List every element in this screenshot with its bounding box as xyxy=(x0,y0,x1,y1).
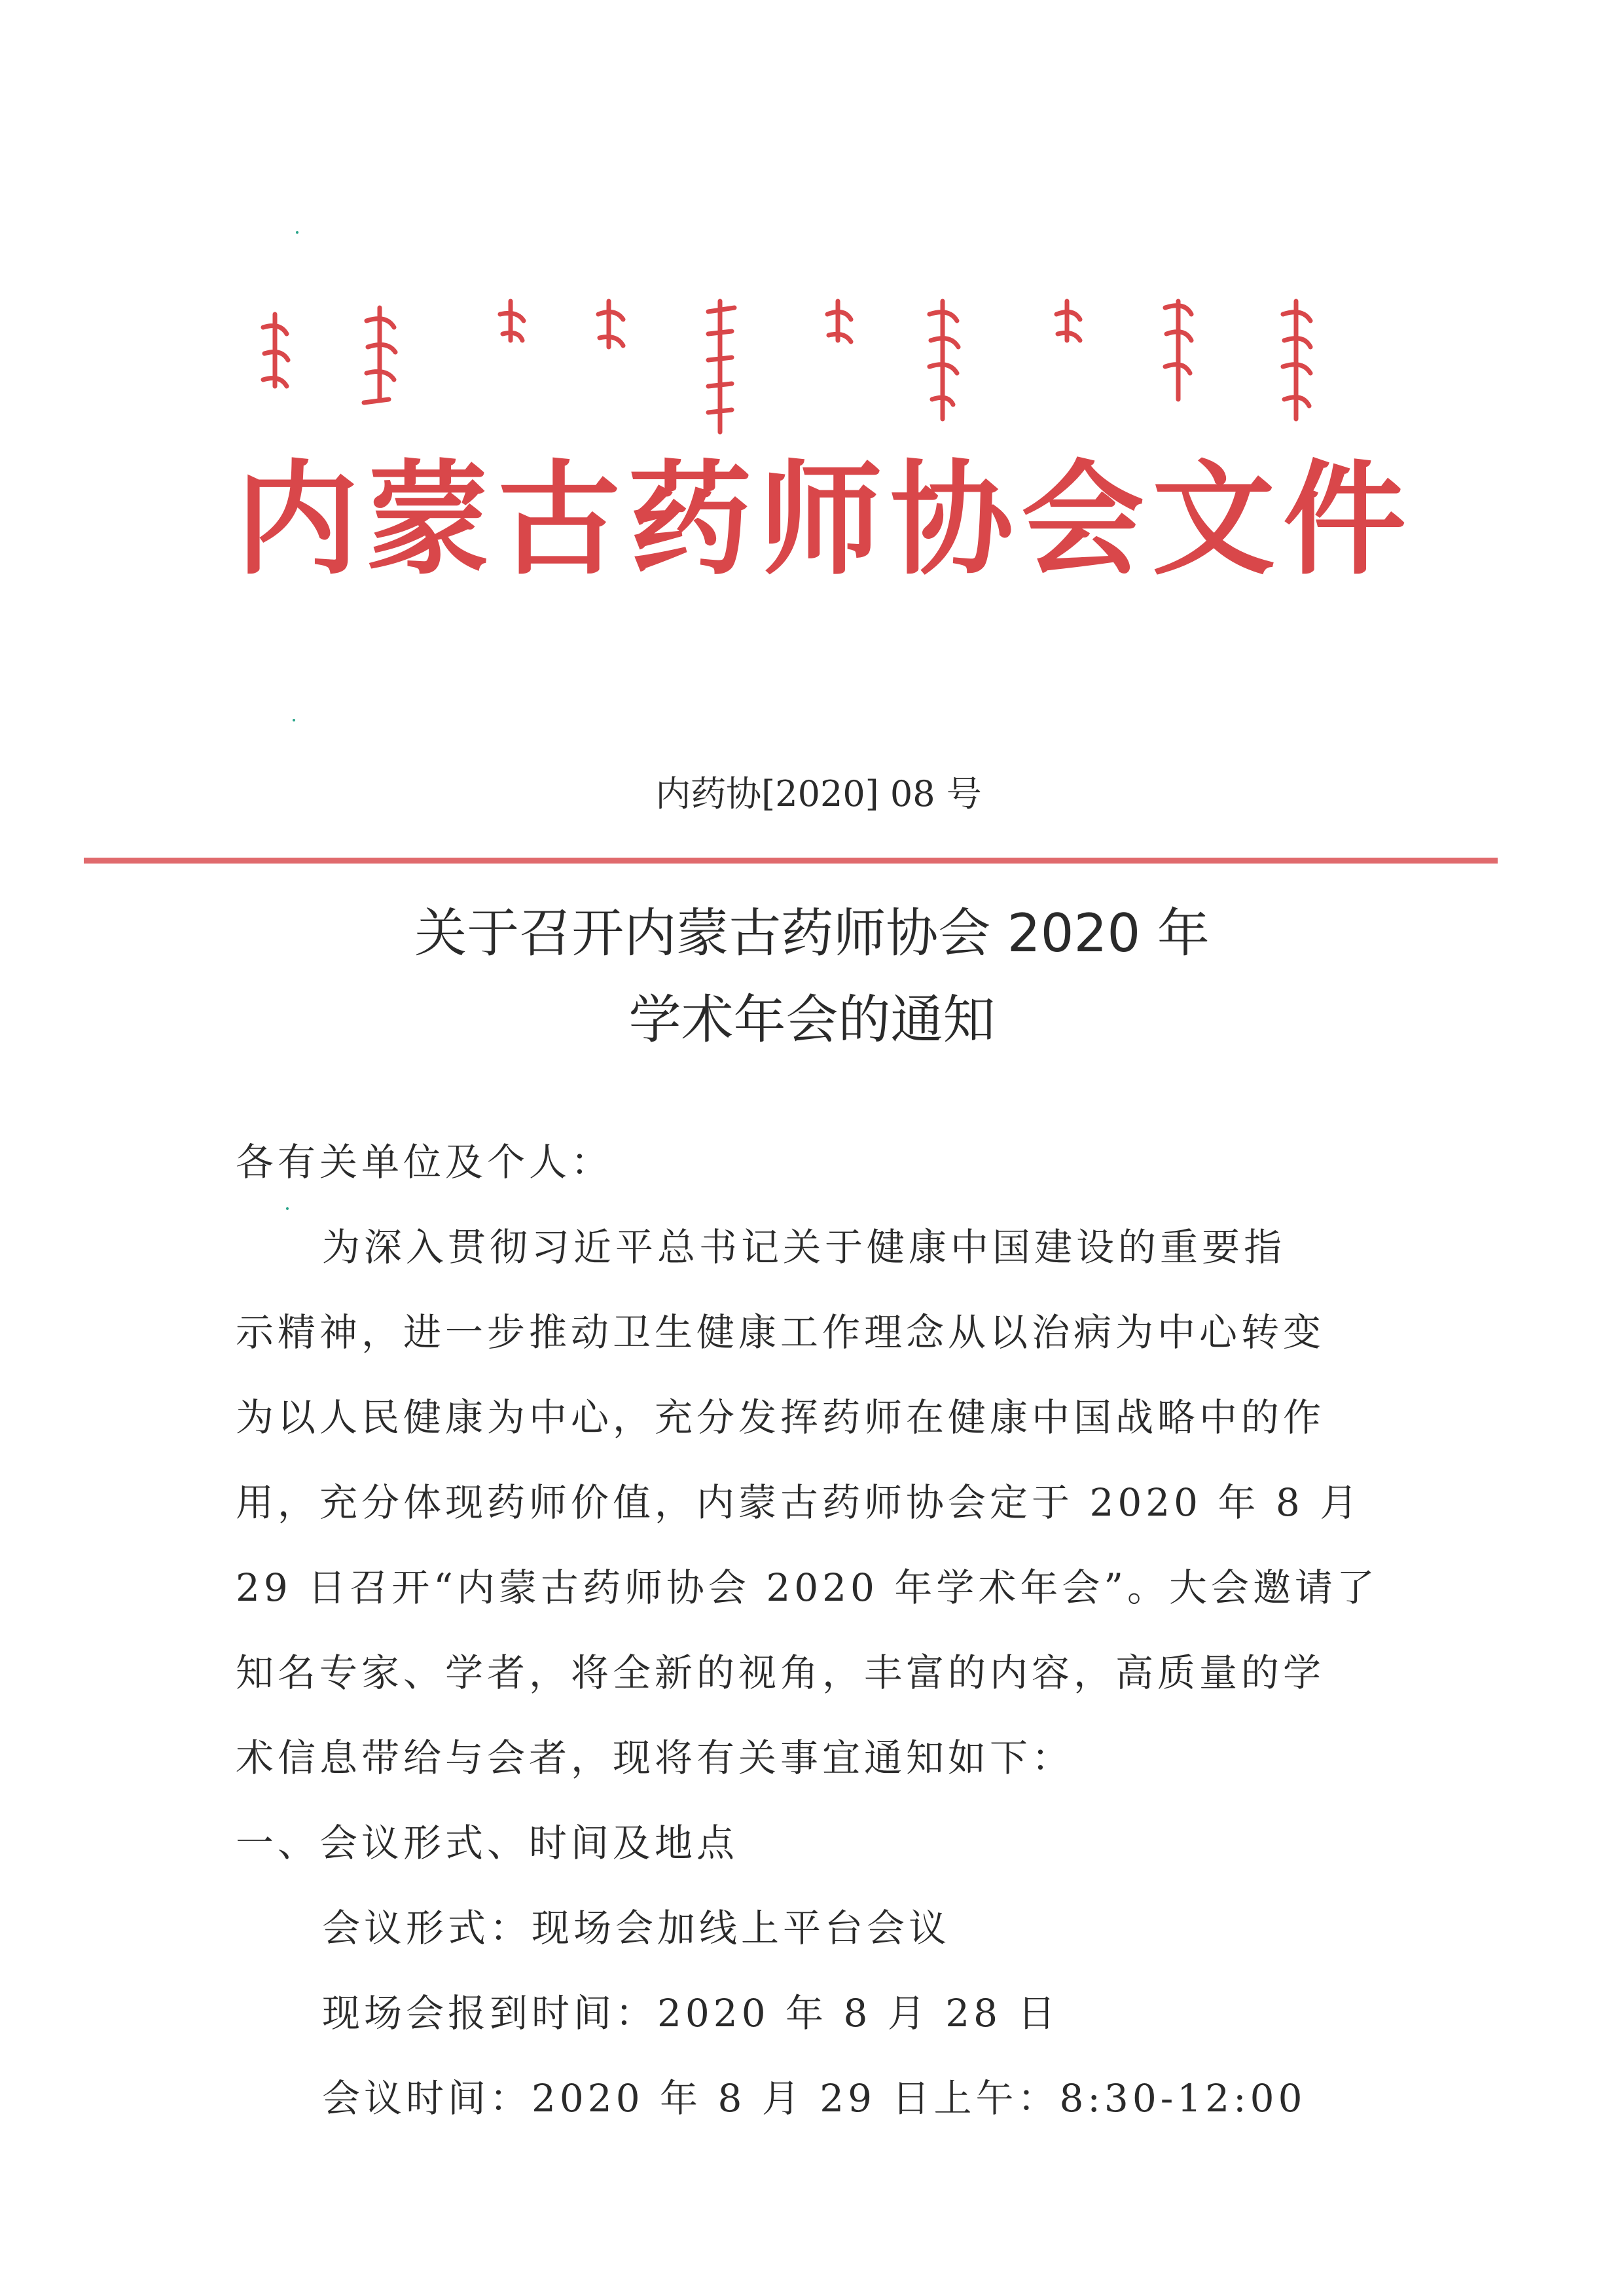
section-heading: 一、会议形式、时间及地点 xyxy=(236,1821,739,1865)
notice-title-line-1: 关于召开内蒙古药师协会 2020 年 xyxy=(414,903,1210,964)
paragraph-line: 为深入贯彻习近平总书记关于健康中国建设的重要指 xyxy=(322,1225,1286,1269)
mongolian-script-header xyxy=(249,288,1348,445)
notice-body xyxy=(236,1120,1388,2141)
scan-speck xyxy=(286,1207,289,1210)
paragraph-line: 知名专家、学者，将全新的视角，丰富的内容，高质量的学 xyxy=(236,1650,1326,1695)
paragraph-line: 为以人民健康为中心，充分发挥药师在健康中国战略中的作 xyxy=(236,1395,1326,1440)
salutation: 各有关单位及个人： xyxy=(236,1140,613,1184)
paragraph-line: 示精神，进一步推动卫生健康工作理念从以治病为中心转变 xyxy=(236,1310,1326,1355)
section-item: 现场会报到时间：2020 年 8 月 28 日 xyxy=(322,1991,1060,2035)
paragraph-line: 29 日召开“内蒙古药师协会 2020 年学术年会”。大会邀请了 xyxy=(236,1565,1379,1610)
notice-title xyxy=(0,890,1624,1063)
scan-speck xyxy=(293,719,295,721)
paragraph-line: 用，充分体现药师价值，内蒙古药师协会定于 2020 年 8 月 xyxy=(236,1480,1362,1525)
section-item: 会议时间：2020 年 8 月 29 日上午：8:30-12:00 xyxy=(322,2076,1307,2121)
notice-title-line-2: 学术年会的通知 xyxy=(628,989,996,1050)
section-item: 会议形式：现场会加线上平台会议 xyxy=(322,1906,951,1950)
document-number: 内药协[2020] 08 号 xyxy=(655,773,982,814)
scan-speck xyxy=(296,231,298,234)
paragraph-line: 术信息带给与会者，现将有关事宜通知如下： xyxy=(236,1736,1074,1780)
issuer-title: 内蒙古药师协会文件 xyxy=(236,447,1414,592)
red-divider-line xyxy=(84,858,1498,864)
